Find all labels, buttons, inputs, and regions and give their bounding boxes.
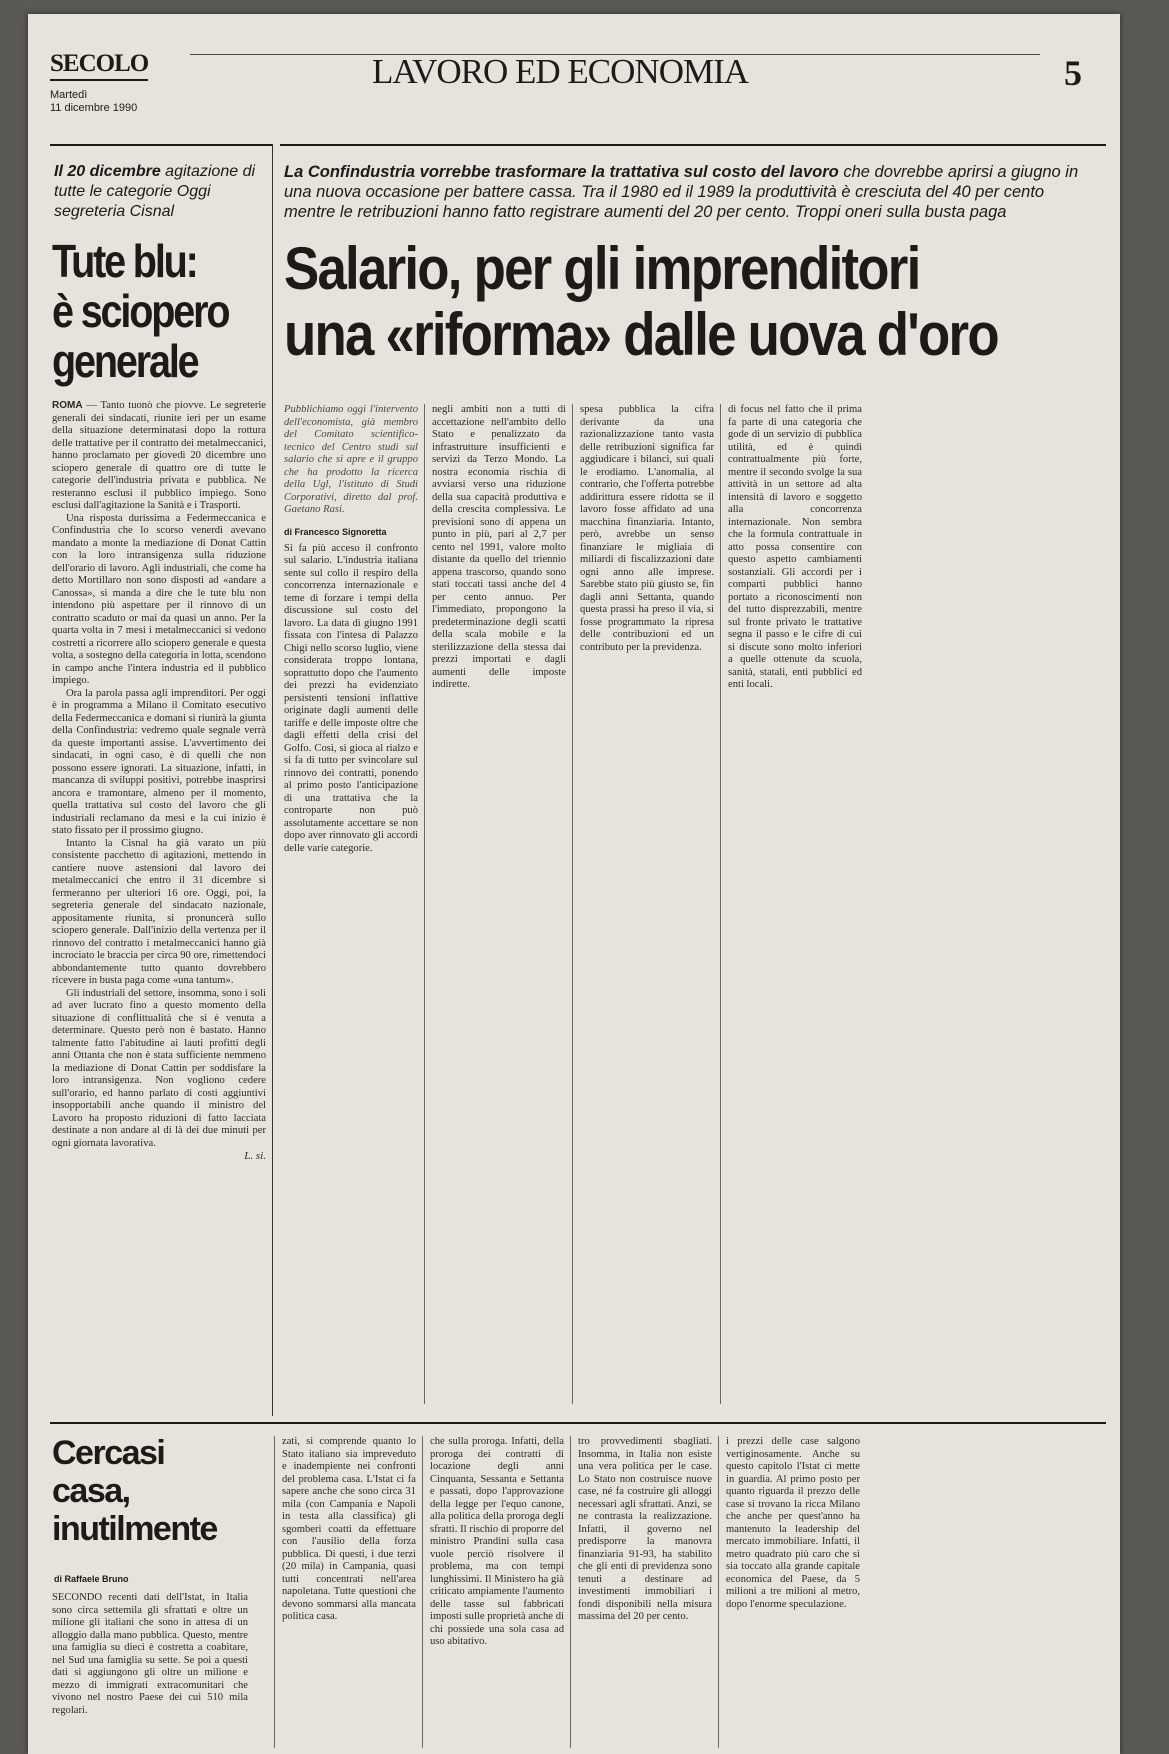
dateline: ROMA (52, 400, 83, 411)
bottom-headline (52, 1434, 252, 1548)
sidebar-headline-line: è sciopero (52, 285, 229, 337)
sidebar-kicker-bold: Il 20 dicembre (54, 163, 161, 180)
bottom-column-3 (430, 1436, 564, 1748)
sidebar-paragraph (52, 400, 266, 513)
sidebar-headline-line: Tute blu: (52, 235, 197, 287)
bottom-column-5 (726, 1436, 860, 1748)
main-column-3 (580, 404, 714, 1404)
bottom-paragraph: zati, si comprende quanto lo Stato italiano sia impreveduto e inadempiente nei confronti del problema casa. L'Istat ci fa sapere anche che sono circa 31 mila (con Campania e Napoli in testa alla classifica) gli sgomberi coatti da effettuare con l'ausilio della forza pubblica. Di questi, i due terzi (20 mila) in Campania, quasi tutti concentrati nell'area napoletana. Tutte questioni che devono sommarsi alla mancata politica casa. (282, 1436, 416, 1622)
sidebar-paragraph-text: — Tanto tuonò che piovve. Le segreterie generali dei sindacati, riunite ieri per un esame della situazione determinatasi dopo la rottura delle trattative per il contratto dei metalmeccanici, hanno proclamato per giovedì 20 dicembre uno sciopero generale di quattro ore di tutte le categorie dell'industria privata e pubblica. Ne resteranno esclusi il pubblico impiego. Sono esclusi dall'agitazione la Sanità e i Trasporti. (52, 400, 266, 511)
sidebar-paragraph: Ora la parola passa agli imprenditori. Per oggi è in programma a Milano il Comitato esecutivo della Federmeccanica e domani si riunirà la giunta della Confindustria: vedremo quale segnale verrà da queste importanti assise. L'avvertimento dei sindacati, in ogni caso, è di quelli che non possono essere ignorati. La situazione, infatti, in mancanza di sviluppi positivi, potrebbe inasprirsi ancora e tramontare, almeno per il momento, quella trattativa sul costo del lavoro che gli industriali reclamano da mesi e la cui inizio è stato fissato per il prossimo giugno. (52, 687, 266, 836)
bottom-headline-line: casa, (52, 1472, 130, 1510)
bottom-byline: di Raffaele Bruno (54, 1574, 129, 1584)
bottom-headline-line: inutilmente (52, 1510, 217, 1548)
main-column-2 (432, 404, 566, 1404)
masthead (50, 34, 1100, 114)
main-paragraph: Si fa più acceso il confronto sul salario. L'industria italiana sente sul collo il respiro della concorrenza internazionale e teme di forzare i tempi della discussione sul costo del lavoro. La data di giugno 1991 fissata con l'intesa di Palazzo Chigi nello scorso luglio, viene considerata troppo lontana, soprattutto dopo che l'aumento dei prezzi ha evidenziato persistenti tensioni inflattive originate dagli aumenti delle tariffe e delle imposte oltre che dagli effetti della crisi del Golfo. Così, si gioca al rialzo e si fa di tutto per svincolare sul rinnovo dei contratti, ponendo al primo posto l'anticipazione di una trattativa che la controparte non può assolutamente accettare se non dopo aver rinnovato gli accordi delle varie categorie. (284, 542, 418, 854)
main-kicker-text: che dovrebbe aprirsi a giugno in una nuova occasione per battere cassa. Tra il 1980 ed il 1989 la produttività è cresciuta del 40 per cento mentre le retribuzioni hanno fatto registrare aumenti del 20 per cento. Troppi oneri sulla busta paga (284, 163, 1079, 221)
main-paragraph: spesa pubblica la cifra derivante da una razionalizzazione tanto vasta delle retribuzioni significa far aggiudicare i bilanci, sui quali le erodiamo. L'anomalia, al contrario, che l'offerta potrebbe addirittura essere ridotta se il lavoro fosse affidato ad una macchina finanziaria. Intanto, però, avrebbe un senso finanziare le migliaia di miliardi di fiscalizzazioni date ogni anno alle imprese. Sarebbe stato più giusto se, fin dagli anni Settanta, quando questa prassi ha preso il via, si fosse programmato la ripresa delle contribuzioni ed un contributo per la previdenza. (580, 404, 714, 653)
column-rule (720, 404, 721, 1404)
sidebar-paragraph: Intanto la Cisnal ha già varato un più consistente pacchetto di agitazioni, mettendo in cantiere nuove astensioni dal lavoro dei metalmeccanici che entro il 31 dicembre si fermeranno per ulteriori 16 ore. Oggi, poi, la segreteria generale del sindacato nazionale, appositamente riunita, si pronuncerà sullo sciopero generale. Dall'inizio della vertenza per il rinnovo del contratto i metalmeccanici hanno già incrociato le braccia per circa 90 ore, rimettendoci abbondantemente tutto quanto dovrebbero ricevere in busta paga come «una tantum». (52, 837, 266, 986)
main-kicker-bold: La Confindustria vorrebbe trasformare la trattativa sul costo del lavoro (284, 163, 839, 181)
main-paragraph: di focus nel fatto che il prima fa parte di una categoria che gode di un servizio di pubblica utilità, ed è quindi contrattualmente più forte, mentre il secondo svolge la sua attività in un settore ad alta intensità di lavoro e soggetto alla concorrenza internazionale. Non sembra che la formula contrattuale in atto possa consentire con questo aspetto cambiamenti sostanziali. Gli accordi per i comparti pubblici hanno portato a riconoscimenti non del tutto disprezzabili, mentre sul fronte privato le trattative segna il passo e le cifre di cui si discute sono molto inferiori a quelle ottenute da scuola, sanità, statali, enti pubblici ed enti locali. (728, 404, 862, 690)
main-kicker (284, 162, 1098, 222)
paper-name: SECOLO (50, 50, 148, 81)
column-rule (274, 1436, 275, 1748)
bottom-article (50, 1426, 1100, 1746)
main-headline-line: una «riforma» dalle uova d'oro (284, 301, 998, 368)
bottom-paragraph: i prezzi delle case salgono vertiginosamente. Anche su questo capitolo l'Istat ci mette in guardia. Al primo posto per quanto riguarda il prezzo delle case si trovano la ricca Milano che anche per quest'anno ha mantenuto la leadership del mercato immobiliare. Infatti, il metro quadrato più caro che si sia toccato alla grande capitale economica del Paese, da 5 milioni a tre milioni al metro, dopo l'enorme speculazione. (726, 1436, 860, 1610)
sidebar-signature: L. si. (244, 1150, 266, 1162)
column-rule (424, 404, 425, 1404)
main-article (280, 144, 1106, 1416)
sidebar-paragraph: Una risposta durissima a Federmeccanica e Confindustria che lo scorso venerdì avevano mandato a monte la mediazione di Donat Cattin con la loro intransigenza sulla riduzione dell'orario di lavoro. Agli industriali, che come ha detto Mortillaro non sono disposti ad «andare a Canossa», si manda a dire che le tute blu non intendono più aspettare per il rinnovo di un contratto scaduto or mai da quasi un anno. Per la quarta volta in 7 mesi i metalmeccanici si vedono costretti a ricorrere allo sciopero generale e questa volta, a sostegno della categoria in lotta, scendono in campo anche l'intera industria ed il pubblico impiego. (52, 512, 266, 686)
main-headline (284, 236, 1007, 368)
main-column-text (284, 543, 418, 1403)
column-rule (572, 404, 573, 1404)
issue-day: Martedì (50, 89, 88, 101)
main-columns (280, 404, 1106, 1404)
sidebar-paragraph: Gli industriali del settore, insomma, sono i soli ad aver lucrato fino a questo momento della situazione di conflittualità che si è venuta a determinare. Questo però non è bastato. Hanno talmente fatto l'abitudine ai lauti profitti degli anni Ottanta che non è stata sufficiente nemmeno la mediazione di Donat Cattin per soddisfare la loro intransigenza. Non vogliono cedere sull'orario, ed hanno parlato di costi aggiuntivi insopportabili anche quando il ministro del Lavoro ha proposto riduzioni di fatto lacciata destinate a non andare al di là dei due minuti per ogni giornata lavorativa. (52, 987, 266, 1149)
section-title: LAVORO ED ECONOMIA (371, 52, 749, 91)
main-paragraph: negli ambiti non a tutti di accettazione nell'ambito dello Stato e penalizzato da infrastrutture insufficienti e servizi da Terzo Mondo. La nostra economia rischia di avviarsi verso una riduzione della sua capacità produttiva e della crescita complessiva. Le previsioni sono di appena un punto in più, pari al 2,7 per cento nel 1991, valore molto distante da quello del triennio appena trascorso, quando sono stati toccati tassi anche del 4 per cento annuo. Per l'immediato, propongono la predeterminazione degli scatti della scala mobile e la sterilizzazione della stessa dai prezzi importati e dagli aumenti delle imposte indirette. (432, 404, 566, 690)
column-rule (570, 1436, 571, 1748)
bottom-paragraph: SECONDO recenti dati dell'Istat, in Italia sono circa settemila gli sfrattati e oltre un milione gli italiani che sono in attesa di un alloggio dalla mano pubblica. Questo, mentre una famiglia su dieci è costretta a coabitare, nel Sud una famiglia su sette. Se poi a questi dati si aggiungono gli oltre un milione e mezzo di immigrati extracomunitari che vivono nel nostro Paese dei cui 510 mila regolari. (52, 1592, 248, 1716)
bottom-column-2 (282, 1436, 416, 1748)
page-number: 5 (1064, 53, 1082, 93)
sidebar-kicker (54, 162, 266, 222)
sidebar-headline (52, 236, 267, 386)
bottom-headline-line: Cercasi (52, 1434, 165, 1472)
section-divider (50, 1422, 1106, 1424)
main-byline: di Francesco Signoretta (284, 526, 387, 537)
main-headline-line: Salario, per gli imprenditori (284, 235, 920, 302)
bottom-column-4 (578, 1436, 712, 1748)
main-column-1 (284, 404, 418, 1404)
column-rule (718, 1436, 719, 1748)
editor-note: Pubblichiamo oggi l'intervento dell'economista, già membro del Comitato scientifico-tecnico del Centro studi sul salario che si apre e il gruppo che ha prodotto la ricerca della Ugl, l'istituto di Studi Corporativi, diretto dal prof. Gaetano Rasi. (284, 404, 418, 515)
bottom-paragraph: che sulla proroga. Infatti, della proroga dei contratti di locazione degli anni Cinquanta, Sessanta e Settanta e passati, dopo l'approvazione della legge per l'equo canone, alla politica della proroga degli sfratti. Il rischio di proporre del ministro Prandini sulla casa vuole perciò risolvere il problema, ma con tempi lunghissimi. Il Ministero ha già criticato ampiamente l'aumento delle tasse sul fabbricati imposti sulle proprietà anche di chi possiede una sola casa ad uso abitativo. (430, 1436, 564, 1647)
sidebar-headline-line: generale (52, 335, 198, 387)
sidebar-body (52, 400, 266, 1410)
issue-date: 11 dicembre 1990 (50, 102, 138, 114)
sidebar-article (50, 144, 273, 1416)
bottom-paragraph: tro provvedimenti sbagliati. Insomma, in Italia non esiste una vera politica per le case. Lo Stato non costruisce nuove case, né fa costruire gli alloggi necessari agli sfrattati. Anzi, se ne contrasta la realizzazione. Infatti, il governo nel predisporre la manovra finanziaria 91-93, ha stabilito che gli enti di previdenza sono tenuti a destinare ad investimenti immobiliari i fondi disponibili nella misura massima del 20 per cento. (578, 1436, 712, 1622)
sidebar-kicker-text: agitazione di tutte le categorie Oggi segreteria Cisnal (54, 163, 256, 220)
bottom-column-1 (52, 1592, 248, 1742)
column-rule (422, 1436, 423, 1748)
newspaper-page (28, 14, 1120, 1754)
main-column-4 (728, 404, 862, 1404)
